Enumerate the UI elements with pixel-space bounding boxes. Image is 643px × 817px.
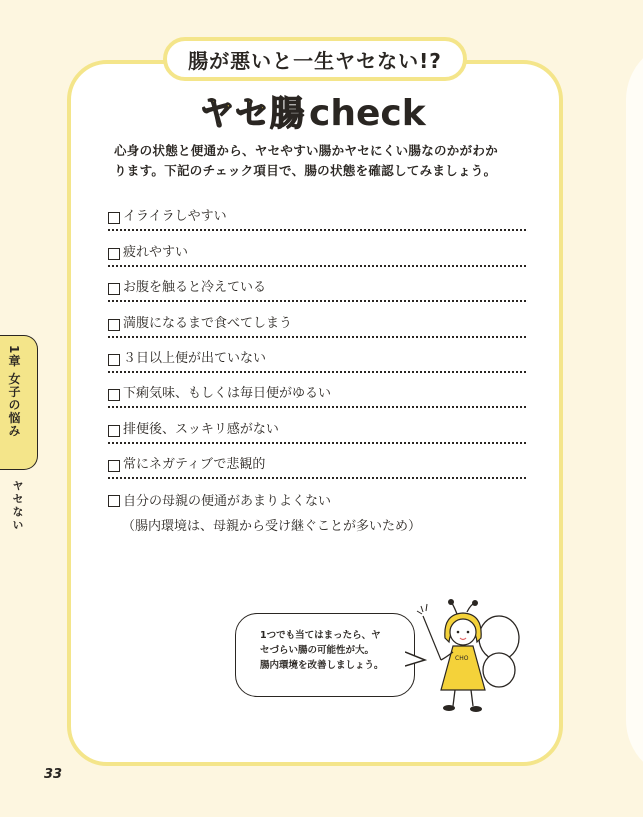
- checklist-item[interactable]: [108, 231, 526, 266]
- checklist-item-label: 下痢気味、もしくは毎日便がゆるい: [123, 386, 332, 402]
- checklist: [108, 196, 526, 539]
- apron-label: CHO: [455, 655, 469, 662]
- checklist-item-label: お腹を触ると冷えている: [123, 280, 267, 296]
- checkbox-icon[interactable]: [108, 248, 120, 260]
- speech-bubble: [235, 613, 415, 697]
- intro-line: ります。下記のチェック項目で、腸の状態を確認してみましょう。: [114, 163, 497, 178]
- checklist-item-label: ３日以上便が出ていない: [123, 350, 267, 366]
- chapter-subtitle: ヤセない: [11, 480, 24, 532]
- checkbox-icon[interactable]: [108, 495, 120, 507]
- checklist-item[interactable]: [108, 196, 526, 231]
- bubble-line: セづらい腸の可能性が大。: [260, 645, 375, 656]
- checklist-item[interactable]: [108, 267, 526, 302]
- checklist-item-label: 排便後、スッキリ感がない: [123, 421, 279, 437]
- bubble-line: 1つでも当てはまったら、ヤ: [260, 630, 381, 641]
- heading-kanji: ヤセ腸: [200, 94, 305, 134]
- chapter-tab-label: 1章 女子の悩み: [7, 345, 21, 438]
- checkbox-icon[interactable]: [108, 319, 120, 331]
- intro-text: [114, 141, 524, 181]
- checkbox-icon[interactable]: [108, 460, 120, 472]
- checklist-item[interactable]: [108, 408, 526, 443]
- checkbox-icon[interactable]: [108, 425, 120, 437]
- checklist-item-label: イライラしやすい: [123, 209, 227, 225]
- checklist-item-label: 常にネガティブで悲観的: [123, 457, 266, 473]
- page-title: 腸が悪いと一生ヤセない!?: [163, 37, 467, 81]
- checklist-item-note: （腸内環境は、母親から受け継ぐことが多いため）: [122, 519, 422, 535]
- checklist-item[interactable]: [108, 302, 526, 337]
- checklist-item[interactable]: [108, 338, 526, 373]
- checklist-item-label: 満腹になるまで食べてしまう: [123, 315, 293, 331]
- checklist-item-label: 自分の母親の便通があまりよくない: [123, 494, 332, 510]
- intro-line: 心身の状態と便通から、ヤセやすい腸かヤセにくい腸なのかがわか: [114, 143, 499, 158]
- page-number: 33: [44, 767, 63, 782]
- bubble-line: 腸内環境を改善しましょう。: [260, 660, 384, 671]
- checkbox-icon[interactable]: [108, 212, 120, 224]
- section-heading: [200, 88, 426, 136]
- checkbox-icon[interactable]: [108, 283, 120, 295]
- checkbox-icon[interactable]: [108, 354, 120, 366]
- checklist-item[interactable]: [108, 444, 526, 479]
- checklist-item[interactable]: [108, 479, 526, 539]
- checklist-item[interactable]: [108, 373, 526, 408]
- heading-check: check: [309, 93, 426, 134]
- bee-girl-character-icon: [415, 598, 525, 716]
- checkbox-icon[interactable]: [108, 389, 120, 401]
- next-page-edge: [626, 40, 643, 780]
- checklist-item-label: 疲れやすい: [123, 244, 189, 260]
